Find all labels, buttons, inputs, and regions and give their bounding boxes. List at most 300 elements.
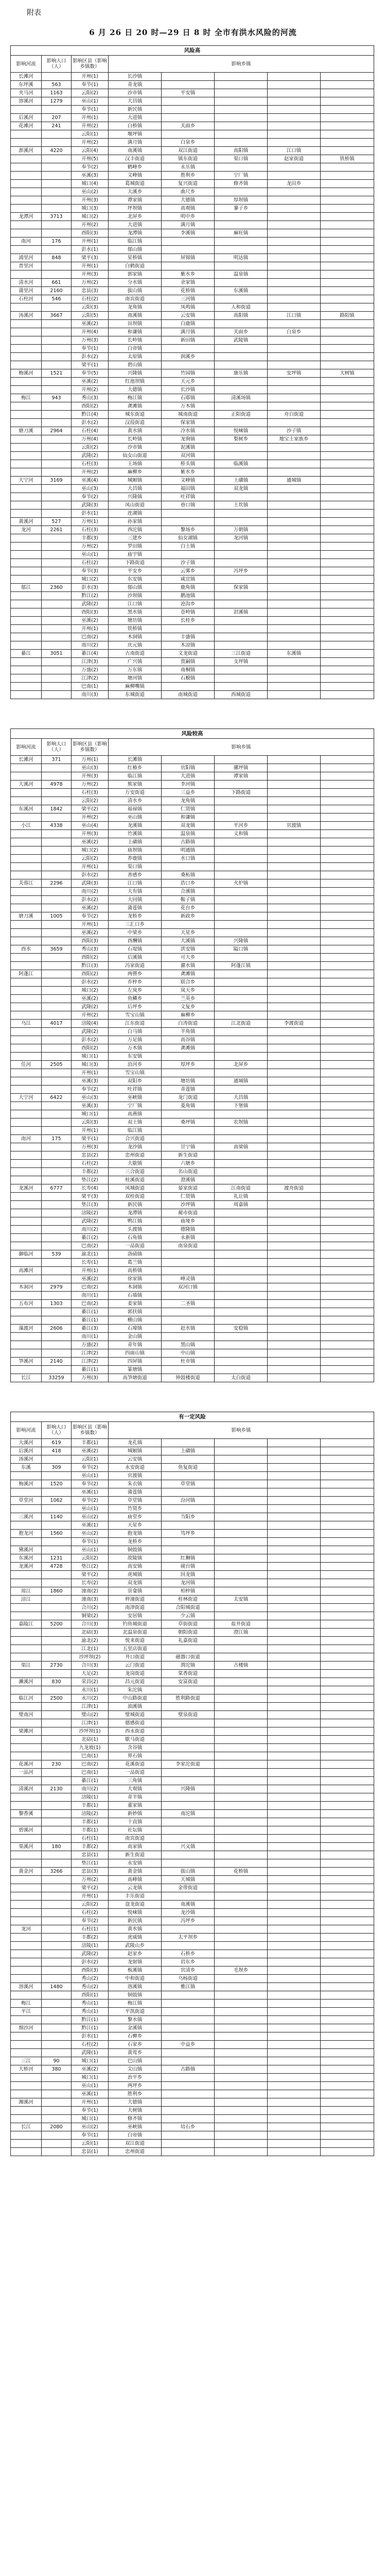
- river-cell: [11, 641, 42, 650]
- town-cell: 龙角镇: [162, 797, 215, 805]
- town-cell: 横山镇: [109, 1316, 162, 1325]
- town-cell: 庙堂乡: [109, 1513, 162, 1521]
- town-cell: [321, 1325, 374, 1333]
- river-cell: [11, 221, 42, 229]
- town-cell: [268, 2115, 321, 2123]
- river-cell: [11, 419, 42, 427]
- district-cell: 万州(3): [72, 336, 109, 345]
- town-cell: [321, 1176, 374, 1184]
- town-cell: [321, 1991, 374, 1999]
- table-row: [11, 1201, 374, 1209]
- district-cell: 万州(1): [72, 518, 109, 526]
- population-cell: [42, 1193, 72, 1201]
- town-cell: [268, 1209, 321, 1217]
- town-cell: [215, 1975, 268, 1983]
- table-row: [11, 205, 374, 213]
- town-cell: 大溪镇: [162, 937, 215, 945]
- town-cell: 大树镇: [321, 369, 374, 378]
- river-cell: 梅江: [11, 1999, 42, 2008]
- district-cell: 巫山(1): [72, 1505, 109, 1513]
- population-cell: 1303: [42, 1300, 72, 1308]
- town-cell: 上磺镇: [162, 1447, 215, 1455]
- population-cell: 1560: [42, 1530, 72, 1538]
- town-cell: 高燕镇: [109, 1110, 162, 1118]
- town-cell: [162, 921, 215, 929]
- town-cell: [162, 1645, 215, 1653]
- town-cell: [321, 1217, 374, 1226]
- district-cell: 垫江(2): [72, 1176, 109, 1184]
- population-cell: [42, 658, 72, 666]
- town-cell: 汉葭街道: [109, 419, 162, 427]
- town-cell: [162, 1110, 215, 1118]
- population-cell: [42, 1341, 72, 1349]
- town-cell: 石墙镇: [109, 1292, 162, 1300]
- town-cell: [215, 1563, 268, 1571]
- district-cell: 长寿(1): [72, 1259, 109, 1267]
- town-cell: 三江街道: [215, 650, 268, 658]
- population-cell: [42, 814, 72, 822]
- town-cell: 南溪镇: [162, 1901, 215, 1909]
- town-cell: [321, 122, 374, 130]
- town-cell: [268, 139, 321, 147]
- population-cell: [42, 1102, 72, 1110]
- river-cell: [11, 1653, 42, 1662]
- town-cell: [215, 1053, 268, 1061]
- town-cell: 长滩镇: [109, 756, 162, 764]
- town-cell: [268, 1901, 321, 1909]
- population-cell: [42, 1571, 72, 1579]
- town-cell: 鹅池镇: [162, 592, 215, 600]
- table-row: [11, 584, 374, 592]
- town-cell: 青年镇: [109, 1341, 162, 1349]
- town-cell: [215, 1587, 268, 1596]
- town-cell: 连湖镇: [109, 510, 162, 518]
- district-cell: 巫溪(2): [72, 2065, 109, 2074]
- population-cell: [42, 1579, 72, 1587]
- table-row: [11, 353, 374, 361]
- town-cell: [268, 1991, 321, 1999]
- town-cell: [215, 838, 268, 846]
- town-cell: [215, 781, 268, 789]
- town-cell: [268, 1818, 321, 1826]
- town-cell: [321, 1546, 374, 1554]
- town-cell: [215, 1226, 268, 1234]
- town-cell: [162, 2140, 215, 2148]
- town-cell: [215, 1250, 268, 1259]
- district-cell: 开州(2): [72, 221, 109, 229]
- town-cell: [215, 1308, 268, 1316]
- town-cell: [162, 1826, 215, 1835]
- town-cell: [321, 2008, 374, 2016]
- population-cell: [42, 838, 72, 846]
- table-row: [11, 122, 374, 130]
- population-cell: [42, 921, 72, 929]
- town-cell: 高阳镇: [215, 147, 268, 155]
- town-cell: [321, 328, 374, 336]
- river-cell: [11, 830, 42, 838]
- town-cell: 温泉镇: [162, 830, 215, 838]
- river-cell: 黄溪河: [11, 518, 42, 526]
- river-cell: [11, 600, 42, 608]
- town-cell: 大德镇: [109, 2098, 162, 2107]
- table-row: [11, 1135, 374, 1143]
- town-cell: [215, 73, 268, 81]
- table-row: [11, 1612, 374, 1620]
- town-cell: 通城镇: [268, 477, 321, 485]
- table-row: [11, 2107, 374, 2115]
- river-cell: 酉水: [11, 945, 42, 954]
- river-cell: [11, 1876, 42, 1884]
- table-row: [11, 221, 374, 229]
- town-cell: [268, 1102, 321, 1110]
- table-row: [11, 814, 374, 822]
- table-row: [11, 378, 374, 386]
- town-cell: 平凯街道: [109, 2008, 162, 2016]
- town-cell: [215, 1744, 268, 1752]
- town-cell: 汾河镇: [162, 1497, 215, 1505]
- town-cell: [215, 1653, 268, 1662]
- district-cell: 巫山(1): [72, 2082, 109, 2090]
- town-cell: 郭家镇: [109, 270, 162, 279]
- population-cell: [42, 1835, 72, 1843]
- population-cell: [42, 1267, 72, 1275]
- population-cell: [42, 155, 72, 163]
- town-cell: [268, 1201, 321, 1209]
- table-row: [11, 2016, 374, 2024]
- river-cell: [11, 772, 42, 781]
- town-cell: 黎场乡: [162, 526, 215, 534]
- town-cell: [215, 1472, 268, 1480]
- town-cell: [321, 551, 374, 559]
- town-cell: [321, 1053, 374, 1061]
- river-cell: [11, 2090, 42, 2098]
- river-cell: [11, 1242, 42, 1250]
- town-cell: [268, 1044, 321, 1053]
- town-cell: [321, 805, 374, 814]
- town-cell: [321, 1472, 374, 1480]
- population-cell: [42, 1999, 72, 2008]
- population-cell: 1140: [42, 1513, 72, 1521]
- town-cell: 故陵镇: [109, 1554, 162, 1563]
- river-cell: [11, 1744, 42, 1752]
- town-cell: [215, 444, 268, 452]
- river-cell: 大溪河: [11, 781, 42, 789]
- table-row: [11, 1571, 374, 1579]
- town-cell: 麻柳嘴镇: [109, 683, 162, 691]
- town-cell: [162, 1472, 215, 1480]
- town-cell: 官清乡: [162, 1967, 215, 1975]
- river-cell: [11, 1686, 42, 1694]
- table-row: [11, 1209, 374, 1217]
- town-cell: [215, 1358, 268, 1366]
- town-cell: [268, 2057, 321, 2065]
- town-cell: 天星乡: [162, 929, 215, 937]
- town-cell: 永安街道: [109, 1464, 162, 1472]
- table-row: [11, 1267, 374, 1275]
- table-row: [11, 896, 374, 904]
- river-cell: [11, 1102, 42, 1110]
- river-cell: [11, 2107, 42, 2115]
- river-cell: [11, 1151, 42, 1160]
- table-row: [11, 501, 374, 510]
- town-cell: 万东镇: [109, 666, 162, 674]
- population-cell: [42, 2148, 72, 2156]
- town-cell: 岩东乡: [162, 1958, 215, 1967]
- population-cell: [42, 625, 72, 633]
- table-row: [11, 1176, 374, 1184]
- river-cell: 龙河: [11, 526, 42, 534]
- town-cell: [268, 1719, 321, 1727]
- town-cell: [321, 830, 374, 838]
- district-cell: 黔江(1): [72, 2024, 109, 2032]
- town-cell: [215, 551, 268, 559]
- town-cell: [321, 1094, 374, 1102]
- town-cell: [162, 1455, 215, 1464]
- town-cell: [268, 386, 321, 394]
- town-cell: 临江镇: [109, 772, 162, 781]
- river-cell: 芙蓉江: [11, 879, 42, 888]
- town-cell: [162, 2008, 215, 2016]
- table-row: [11, 246, 374, 254]
- section-title: 风险高: [11, 46, 374, 56]
- town-cell: [321, 888, 374, 896]
- population-cell: [42, 1859, 72, 1868]
- town-cell: [268, 1028, 321, 1036]
- town-cell: 盘龙街道: [109, 1901, 162, 1909]
- town-cell: [321, 764, 374, 772]
- population-cell: 1163: [42, 89, 72, 97]
- river-cell: [11, 674, 42, 683]
- town-cell: 城厢镇: [109, 1447, 162, 1455]
- river-cell: [11, 1143, 42, 1151]
- town-cell: [321, 2065, 374, 2074]
- town-cell: [321, 608, 374, 617]
- town-cell: [321, 262, 374, 270]
- table-row: [11, 962, 374, 970]
- town-cell: [268, 1464, 321, 1472]
- town-cell: [215, 1851, 268, 1859]
- population-cell: [42, 172, 72, 180]
- town-cell: [215, 1505, 268, 1513]
- population-cell: [42, 1744, 72, 1752]
- river-cell: [11, 1909, 42, 1917]
- town-cell: [268, 1546, 321, 1554]
- town-cell: [321, 419, 374, 427]
- town-cell: [215, 2074, 268, 2082]
- district-cell: 秀山(3): [72, 945, 109, 954]
- town-cell: [162, 2098, 215, 2107]
- town-cell: [215, 2032, 268, 2041]
- river-cell: [11, 2032, 42, 2041]
- district-cell: 巫山(2): [72, 2123, 109, 2131]
- town-cell: 一品街道: [109, 1769, 162, 1777]
- town-cell: [321, 1777, 374, 1785]
- town-cell: 龙潭镇: [109, 1209, 162, 1217]
- district-cell: 彭水(2): [72, 1036, 109, 1044]
- district-cell: 巴南(2): [72, 1760, 109, 1769]
- town-cell: 黄莺乡: [109, 2049, 162, 2057]
- town-cell: 白桥镇: [109, 122, 162, 130]
- town-cell: 赵家乡: [109, 1950, 162, 1958]
- town-cell: [162, 1769, 215, 1777]
- town-cell: [321, 1736, 374, 1744]
- town-cell: 大树镇: [109, 2107, 162, 2115]
- town-cell: [268, 617, 321, 625]
- town-cell: 双河镇: [162, 452, 215, 460]
- population-cell: 1842: [42, 805, 72, 814]
- town-cell: [321, 641, 374, 650]
- town-cell: 万安街道: [109, 789, 162, 797]
- town-cell: [162, 361, 215, 369]
- town-cell: [268, 1645, 321, 1653]
- town-cell: [215, 756, 268, 764]
- district-cell: 城口(3): [72, 1061, 109, 1069]
- town-cell: [215, 1670, 268, 1678]
- town-cell: 大德镇: [109, 386, 162, 394]
- town-cell: [162, 2016, 215, 2024]
- town-cell: 新政乡: [162, 912, 215, 921]
- town-cell: 中和街道: [109, 1975, 162, 1983]
- town-cell: 文龙街道: [162, 650, 215, 658]
- table-row: [11, 1637, 374, 1645]
- town-cell: [268, 945, 321, 954]
- table-row: [11, 1620, 374, 1629]
- town-cell: [215, 1925, 268, 1934]
- town-cell: [162, 1439, 215, 1447]
- town-cell: [321, 287, 374, 295]
- town-cell: 红狮镇: [162, 1554, 215, 1563]
- town-cell: [162, 1069, 215, 1077]
- district-cell: 万盛(2): [72, 1341, 109, 1349]
- town-cell: [215, 1209, 268, 1217]
- district-cell: 梁平(3): [72, 254, 109, 262]
- town-cell: 金溪镇: [109, 2024, 162, 2032]
- town-cell: 凤山街道: [109, 501, 162, 510]
- river-cell: [11, 1670, 42, 1678]
- town-cell: [268, 89, 321, 97]
- town-cell: [321, 1521, 374, 1530]
- river-cell: 渠溪河: [11, 1843, 42, 1851]
- table-row: [11, 1455, 374, 1464]
- river-cell: 黄金河: [11, 1868, 42, 1876]
- table-row: [11, 1752, 374, 1760]
- town-cell: [215, 345, 268, 353]
- town-cell: [268, 1011, 321, 1020]
- river-cell: [11, 2049, 42, 2057]
- town-cell: 竹园镇: [162, 369, 215, 378]
- town-cell: 麻柳乡: [162, 1011, 215, 1020]
- town-cell: [215, 978, 268, 987]
- town-cell: [321, 2074, 374, 2082]
- table-row: [11, 543, 374, 551]
- district-cell: 万盛(2): [72, 666, 109, 674]
- population-cell: [42, 1011, 72, 1020]
- population-cell: [42, 336, 72, 345]
- town-cell: [268, 2082, 321, 2090]
- town-cell: 盐井街道: [215, 1620, 268, 1629]
- table-row: [11, 1818, 374, 1826]
- river-cell: 阿蓬江: [11, 970, 42, 978]
- river-cell: [11, 1604, 42, 1612]
- population-cell: 3659: [42, 945, 72, 954]
- town-cell: [321, 180, 374, 188]
- town-cell: 红椿乡: [109, 764, 162, 772]
- town-cell: 高家镇: [109, 1843, 162, 1851]
- town-cell: 平安乡: [109, 567, 162, 575]
- town-cell: 钓鱼城街道: [109, 1620, 162, 1629]
- town-cell: 兴隆镇: [109, 369, 162, 378]
- town-cell: [215, 279, 268, 287]
- town-cell: [215, 106, 268, 114]
- population-cell: [42, 1884, 72, 1892]
- town-cell: 官阳镇: [162, 764, 215, 772]
- town-cell: 白帝镇: [109, 345, 162, 353]
- table-row: [11, 1028, 374, 1036]
- town-cell: 长沙镇: [109, 73, 162, 81]
- town-cell: [215, 1292, 268, 1300]
- town-cell: 庙宇镇: [109, 551, 162, 559]
- town-cell: 安富街道: [162, 1678, 215, 1686]
- town-cell: [268, 666, 321, 674]
- table-row: [11, 2082, 374, 2090]
- town-cell: 水口镇: [162, 855, 215, 863]
- town-cell: 满月镇: [109, 139, 162, 147]
- town-cell: [268, 871, 321, 879]
- table-row: [11, 1793, 374, 1802]
- town-cell: 沙市镇: [109, 89, 162, 97]
- town-cell: [321, 427, 374, 435]
- town-cell: 兴义镇: [162, 1843, 215, 1851]
- town-cell: [321, 1975, 374, 1983]
- town-cell: 菱角镇: [162, 1102, 215, 1110]
- town-cell: [321, 559, 374, 567]
- population-cell: [42, 1777, 72, 1785]
- town-cell: [268, 1736, 321, 1744]
- population-cell: 380: [42, 2065, 72, 2074]
- town-cell: [268, 1958, 321, 1967]
- town-cell: [268, 814, 321, 822]
- town-cell: [268, 1711, 321, 1719]
- table-row: [11, 130, 374, 139]
- town-cell: 临江镇: [109, 1127, 162, 1135]
- district-cell: 巫山(3): [72, 764, 109, 772]
- town-cell: [215, 1810, 268, 1818]
- town-cell: [162, 262, 215, 270]
- river-cell: 藻渡河: [11, 1325, 42, 1333]
- table-row: [11, 1094, 374, 1102]
- town-cell: [162, 625, 215, 633]
- river-cell: [11, 797, 42, 805]
- town-cell: [162, 1925, 215, 1934]
- town-cell: 新民镇: [109, 106, 162, 114]
- river-cell: 南河: [11, 238, 42, 246]
- river-cell: [11, 2041, 42, 2049]
- table-row: [11, 1604, 374, 1612]
- population-cell: [42, 1168, 72, 1176]
- district-cell: 潼南(2): [72, 1587, 109, 1596]
- river-cell: [11, 1308, 42, 1316]
- town-cell: [268, 1802, 321, 1810]
- town-cell: [215, 1909, 268, 1917]
- population-cell: [42, 1546, 72, 1554]
- district-cell: 秀山(3): [72, 394, 109, 402]
- district-cell: 石柱(1): [72, 1835, 109, 1843]
- town-cell: [321, 1760, 374, 1769]
- town-cell: 石堤镇: [109, 945, 162, 954]
- town-cell: 骡坪镇: [215, 764, 268, 772]
- population-cell: 309: [42, 1464, 72, 1472]
- district-cell: 彭水(2): [72, 419, 109, 427]
